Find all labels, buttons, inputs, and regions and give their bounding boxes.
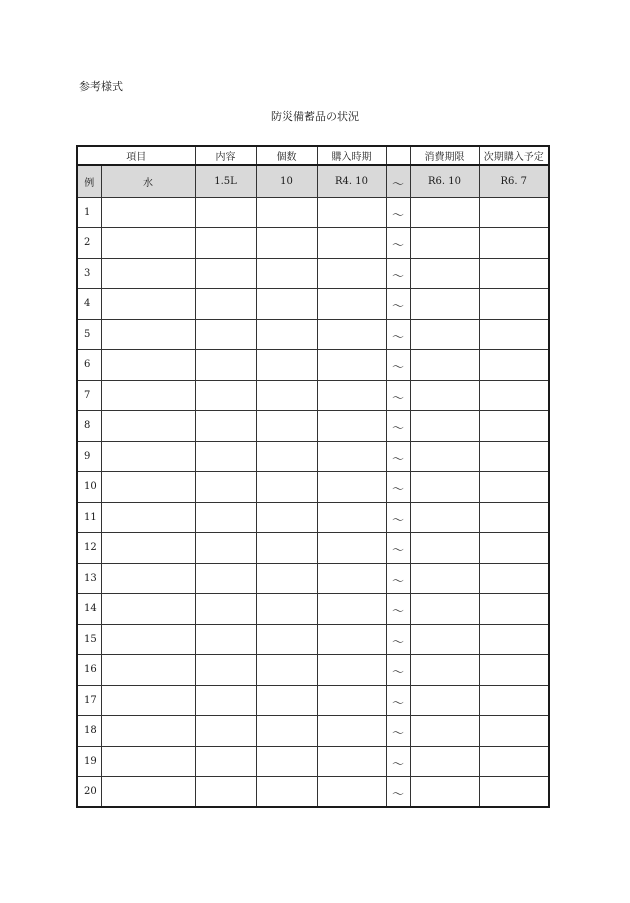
header-expiry: 消費期限 (410, 146, 479, 165)
table-row (77, 289, 549, 320)
row-number: 15 (77, 624, 101, 655)
purchase-period-cell[interactable] (317, 777, 386, 808)
row-number: 9 (77, 441, 101, 472)
item-cell[interactable] (101, 319, 195, 350)
quantity-cell[interactable] (256, 319, 317, 350)
next-purchase-cell[interactable] (479, 472, 549, 503)
quantity-cell[interactable] (256, 258, 317, 289)
expiry-cell[interactable] (410, 685, 479, 716)
expiry-cell[interactable] (410, 594, 479, 625)
item-cell[interactable] (101, 624, 195, 655)
purchase-period-cell[interactable] (317, 685, 386, 716)
content-cell[interactable] (195, 441, 256, 472)
expiry-cell[interactable] (410, 258, 479, 289)
tilde-cell: ～ (386, 624, 410, 655)
item-cell[interactable] (101, 472, 195, 503)
example-quantity: 10 (256, 165, 317, 197)
quantity-cell[interactable] (256, 716, 317, 747)
tilde-cell: ～ (386, 411, 410, 442)
row-number: 12 (77, 533, 101, 564)
row-number: 6 (77, 350, 101, 381)
expiry-cell[interactable] (410, 380, 479, 411)
quantity-cell[interactable] (256, 746, 317, 777)
quantity-cell[interactable] (256, 685, 317, 716)
table-row (77, 197, 549, 228)
example-tilde: ～ (386, 165, 410, 197)
header-item: 項目 (77, 146, 195, 165)
item-cell[interactable] (101, 594, 195, 625)
table-row (77, 777, 549, 808)
quantity-cell[interactable] (256, 411, 317, 442)
row-number: 4 (77, 289, 101, 320)
tilde-cell: ～ (386, 258, 410, 289)
item-cell[interactable] (101, 441, 195, 472)
example-content: 1.5L (195, 165, 256, 197)
row-number: 17 (77, 685, 101, 716)
table-row (77, 502, 549, 533)
item-cell[interactable] (101, 380, 195, 411)
row-number: 18 (77, 716, 101, 747)
purchase-period-cell[interactable] (317, 624, 386, 655)
purchase-period-cell[interactable] (317, 716, 386, 747)
expiry-cell[interactable] (410, 319, 479, 350)
content-cell[interactable] (195, 563, 256, 594)
content-cell[interactable] (195, 777, 256, 808)
table-row (77, 533, 549, 564)
row-number: 3 (77, 258, 101, 289)
content-cell[interactable] (195, 655, 256, 686)
quantity-cell[interactable] (256, 197, 317, 228)
tilde-cell: ～ (386, 289, 410, 320)
next-purchase-cell[interactable] (479, 655, 549, 686)
table-row (77, 472, 549, 503)
item-cell[interactable] (101, 350, 195, 381)
content-cell[interactable] (195, 380, 256, 411)
next-purchase-cell[interactable] (479, 563, 549, 594)
expiry-cell[interactable] (410, 197, 479, 228)
example-item: 水 (101, 165, 195, 197)
table-header-row (77, 146, 549, 165)
content-cell[interactable] (195, 411, 256, 442)
table-row (77, 380, 549, 411)
row-number: 1 (77, 197, 101, 228)
header-quantity: 個数 (256, 146, 317, 165)
header-content: 内容 (195, 146, 256, 165)
next-purchase-cell[interactable] (479, 350, 549, 381)
content-cell[interactable] (195, 289, 256, 320)
table-row (77, 441, 549, 472)
header-tilde (386, 146, 410, 165)
table-row (77, 655, 549, 686)
content-cell[interactable] (195, 350, 256, 381)
quantity-cell[interactable] (256, 624, 317, 655)
item-cell[interactable] (101, 502, 195, 533)
tilde-cell: ～ (386, 350, 410, 381)
item-cell[interactable] (101, 716, 195, 747)
purchase-period-cell[interactable] (317, 319, 386, 350)
purchase-period-cell[interactable] (317, 289, 386, 320)
next-purchase-cell[interactable] (479, 502, 549, 533)
quantity-cell[interactable] (256, 502, 317, 533)
content-cell[interactable] (195, 319, 256, 350)
purchase-period-cell[interactable] (317, 411, 386, 442)
purchase-period-cell[interactable] (317, 502, 386, 533)
row-number: 16 (77, 655, 101, 686)
content-cell[interactable] (195, 472, 256, 503)
example-expiry: R6. 10 (410, 165, 479, 197)
row-number: 8 (77, 411, 101, 442)
purchase-period-cell[interactable] (317, 472, 386, 503)
content-cell[interactable] (195, 624, 256, 655)
row-number: 19 (77, 746, 101, 777)
row-number: 11 (77, 502, 101, 533)
content-cell[interactable] (195, 533, 256, 564)
table-row (77, 746, 549, 777)
header-purchase-period: 購入時期 (317, 146, 386, 165)
next-purchase-cell[interactable] (479, 746, 549, 777)
header-next-purchase: 次期購入予定 (479, 146, 549, 165)
table-row (77, 411, 549, 442)
next-purchase-cell[interactable] (479, 289, 549, 320)
content-cell[interactable] (195, 594, 256, 625)
quantity-cell[interactable] (256, 289, 317, 320)
table-row (77, 258, 549, 289)
expiry-cell[interactable] (410, 289, 479, 320)
example-label: 例 (77, 165, 101, 197)
expiry-cell[interactable] (410, 716, 479, 747)
next-purchase-cell[interactable] (479, 319, 549, 350)
quantity-cell[interactable] (256, 655, 317, 686)
purchase-period-cell[interactable] (317, 197, 386, 228)
expiry-cell[interactable] (410, 777, 479, 808)
tilde-cell: ～ (386, 472, 410, 503)
item-cell[interactable] (101, 289, 195, 320)
table-row (77, 716, 549, 747)
item-cell[interactable] (101, 197, 195, 228)
table-row (77, 228, 549, 259)
tilde-cell: ～ (386, 441, 410, 472)
expiry-cell[interactable] (410, 533, 479, 564)
content-cell[interactable] (195, 685, 256, 716)
content-cell[interactable] (195, 197, 256, 228)
content-cell[interactable] (195, 502, 256, 533)
quantity-cell[interactable] (256, 441, 317, 472)
tilde-cell: ～ (386, 716, 410, 747)
purchase-period-cell[interactable] (317, 228, 386, 259)
quantity-cell[interactable] (256, 777, 317, 808)
purchase-period-cell[interactable] (317, 350, 386, 381)
purchase-period-cell[interactable] (317, 533, 386, 564)
purchase-period-cell[interactable] (317, 594, 386, 625)
purchase-period-cell[interactable] (317, 258, 386, 289)
example-purchase-period: R4. 10 (317, 165, 386, 197)
table-row (77, 350, 549, 381)
tilde-cell: ～ (386, 228, 410, 259)
expiry-cell[interactable] (410, 624, 479, 655)
quantity-cell[interactable] (256, 563, 317, 594)
next-purchase-cell[interactable] (479, 441, 549, 472)
expiry-cell[interactable] (410, 746, 479, 777)
next-purchase-cell[interactable] (479, 411, 549, 442)
example-row (77, 165, 549, 197)
row-number: 7 (77, 380, 101, 411)
tilde-cell: ～ (386, 319, 410, 350)
tilde-cell: ～ (386, 594, 410, 625)
tilde-cell: ～ (386, 685, 410, 716)
item-cell[interactable] (101, 563, 195, 594)
stockpile-table (76, 145, 550, 808)
item-cell[interactable] (101, 655, 195, 686)
item-cell[interactable] (101, 411, 195, 442)
quantity-cell[interactable] (256, 350, 317, 381)
expiry-cell[interactable] (410, 228, 479, 259)
purchase-period-cell[interactable] (317, 746, 386, 777)
next-purchase-cell[interactable] (479, 533, 549, 564)
item-cell[interactable] (101, 746, 195, 777)
content-cell[interactable] (195, 746, 256, 777)
form-reference-label: 参考様式 (79, 80, 123, 93)
item-cell[interactable] (101, 777, 195, 808)
row-number: 5 (77, 319, 101, 350)
expiry-cell[interactable] (410, 502, 479, 533)
row-number: 13 (77, 563, 101, 594)
expiry-cell[interactable] (410, 655, 479, 686)
tilde-cell: ～ (386, 197, 410, 228)
content-cell[interactable] (195, 716, 256, 747)
row-number: 14 (77, 594, 101, 625)
next-purchase-cell[interactable] (479, 716, 549, 747)
next-purchase-cell[interactable] (479, 624, 549, 655)
next-purchase-cell[interactable] (479, 594, 549, 625)
tilde-cell: ～ (386, 502, 410, 533)
content-cell[interactable] (195, 258, 256, 289)
expiry-cell[interactable] (410, 441, 479, 472)
next-purchase-cell[interactable] (479, 197, 549, 228)
item-cell[interactable] (101, 685, 195, 716)
document-title: 防災備蓄品の状況 (271, 110, 359, 123)
item-cell[interactable] (101, 258, 195, 289)
quantity-cell[interactable] (256, 380, 317, 411)
expiry-cell[interactable] (410, 350, 479, 381)
table-row (77, 563, 549, 594)
tilde-cell: ～ (386, 380, 410, 411)
expiry-cell[interactable] (410, 563, 479, 594)
table-row (77, 319, 549, 350)
tilde-cell: ～ (386, 777, 410, 808)
next-purchase-cell[interactable] (479, 228, 549, 259)
expiry-cell[interactable] (410, 411, 479, 442)
tilde-cell: ～ (386, 563, 410, 594)
quantity-cell[interactable] (256, 594, 317, 625)
purchase-period-cell[interactable] (317, 441, 386, 472)
tilde-cell: ～ (386, 746, 410, 777)
row-number: 2 (77, 228, 101, 259)
quantity-cell[interactable] (256, 472, 317, 503)
item-cell[interactable] (101, 533, 195, 564)
table-row (77, 685, 549, 716)
table-row (77, 624, 549, 655)
example-next-purchase: R6. 7 (479, 165, 549, 197)
content-cell[interactable] (195, 228, 256, 259)
purchase-period-cell[interactable] (317, 655, 386, 686)
quantity-cell[interactable] (256, 533, 317, 564)
expiry-cell[interactable] (410, 472, 479, 503)
quantity-cell[interactable] (256, 228, 317, 259)
next-purchase-cell[interactable] (479, 777, 549, 808)
next-purchase-cell[interactable] (479, 380, 549, 411)
row-number: 20 (77, 777, 101, 808)
purchase-period-cell[interactable] (317, 380, 386, 411)
tilde-cell: ～ (386, 533, 410, 564)
tilde-cell: ～ (386, 655, 410, 686)
item-cell[interactable] (101, 228, 195, 259)
next-purchase-cell[interactable] (479, 258, 549, 289)
purchase-period-cell[interactable] (317, 563, 386, 594)
row-number: 10 (77, 472, 101, 503)
next-purchase-cell[interactable] (479, 685, 549, 716)
table-row (77, 594, 549, 625)
